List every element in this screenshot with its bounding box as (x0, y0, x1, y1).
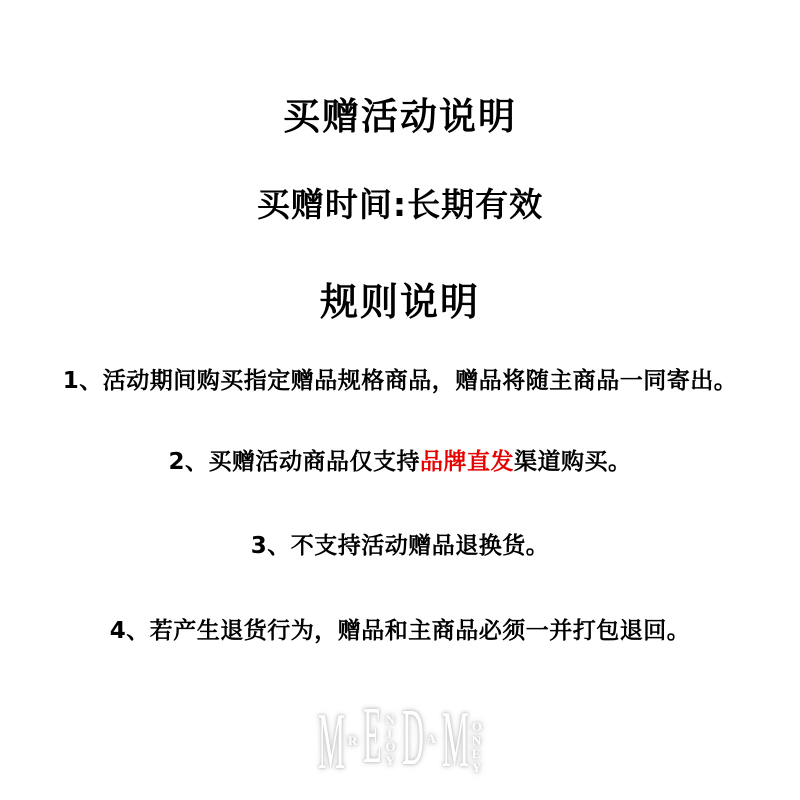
watermark-big-letter: D (401, 694, 424, 782)
watermark-group-money (441, 696, 483, 784)
rule-2-prefix: 2、买赠活动商品仅支持 (168, 449, 420, 475)
gift-period-text: 买赠时间:长期有效 (256, 185, 544, 224)
watermark-big-letter: M (441, 696, 469, 784)
rule-item-2 (0, 449, 800, 477)
watermark-small-letters: O N E Y (471, 719, 483, 775)
rule-item-1: 1、活动期间购买指定赠品规格商品，赠品将随主商品一同寄出。 (62, 368, 738, 394)
watermark-big-letter: E (363, 692, 382, 780)
rule-item-3: 3、不支持活动赠品退换货。 (250, 533, 550, 559)
watermark-small-letters: N J O Y (385, 712, 396, 768)
watermark-small-letters: R (347, 733, 358, 748)
watermark-group-mr (317, 698, 358, 786)
watermark-small-letters: A (426, 731, 436, 746)
page-title: 买赠活动说明 (283, 95, 517, 138)
watermark-group-da (401, 694, 436, 782)
watermark-group-enjoy (363, 692, 396, 782)
rule-2-highlight-brand-direct: 品牌直发 (420, 449, 514, 475)
rule-item-4: 4、若产生退货行为，赠品和主商品必须一并打包退回。 (109, 618, 691, 644)
rules-heading: 规则说明 (319, 280, 480, 324)
rule-2-suffix: 渠道购买。 (514, 449, 632, 475)
watermark-big-letter: M (317, 698, 346, 786)
medm-brand-watermark (317, 692, 483, 786)
